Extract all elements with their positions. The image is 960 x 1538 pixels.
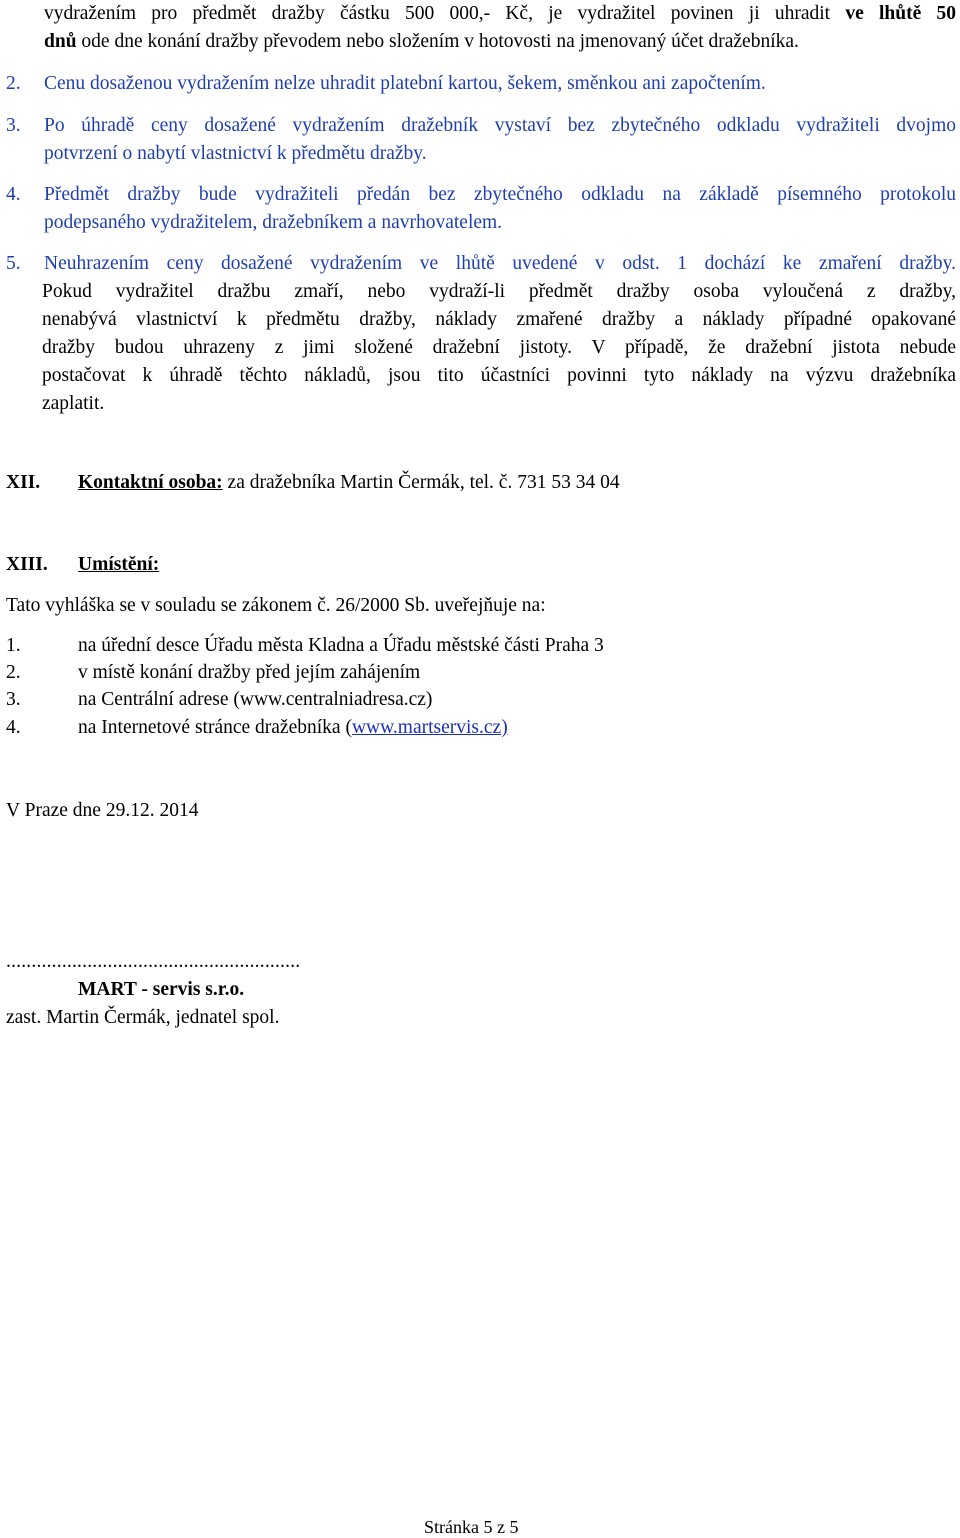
paragraph5-line5: zaplatit. — [42, 393, 105, 414]
section12-label: Kontaktní osoba: — [78, 472, 223, 493]
signature-line: .......................................................... — [6, 951, 301, 972]
item1-line1 — [44, 0, 956, 28]
paragraph5-line2: nenabývá vlastnictví k předmětu dražby, náklady zmařené dražby a náklady případné opakované — [42, 309, 956, 330]
publication-item-4 — [78, 714, 508, 742]
item3-number: 3. — [6, 115, 21, 136]
item1-deadline-bold: ve lhůtě 50 — [845, 3, 956, 24]
publication-item-1-number: 1. — [6, 635, 21, 656]
item4-text-line1: Předmět dražby bude vydražiteli předán bez zbytečného odkladu na základě písemného protokolu — [44, 184, 956, 205]
publication-item-3-number: 3. — [6, 689, 21, 710]
paragraph5-line4: postačovat k úhradě těchto nákladů, jsou tito účastníci povinni tyto náklady na výzvu dražebníka — [42, 365, 956, 386]
publication-item-4-number: 4. — [6, 717, 21, 738]
publication-item-2-number: 2. — [6, 662, 21, 683]
publication-item-2-text: v místě konání dražby před jejím zahájením — [78, 662, 421, 683]
section13-label: Umístění: — [78, 554, 160, 575]
item3-text-line2: potvrzení o nabytí vlastnictví k předmětu dražby. — [44, 143, 427, 164]
item1-text-a: vydražením pro předmět dražby částku 500 000,- Kč, je vydražitel povinen ji uhradit — [44, 3, 846, 24]
page-number: Stránka 5 z 5 — [424, 1517, 519, 1537]
item2-text: Cenu dosaženou vydražením nelze uhradit platební kartou, šekem, směnkou ani započtením. — [44, 73, 766, 94]
paragraph5-line1: Pokud vydražitel dražbu zmaří, nebo vydraží-li předmět dražby osoba vyloučená z dražby, — [42, 281, 956, 302]
item5-number: 5. — [6, 253, 21, 274]
item1-days-bold: dnů — [44, 31, 77, 52]
martservis-link[interactable]: www.martservis.cz) — [351, 717, 508, 738]
document-date: V Praze dne 29.12. 2014 — [6, 800, 199, 821]
section12-contact — [78, 469, 620, 497]
item1-line2 — [44, 28, 799, 56]
section12-number: XII. — [6, 472, 41, 493]
item2-number: 2. — [6, 73, 21, 94]
publication-item-3-text: na Centrální adrese (www.centralniadresa.cz) — [78, 689, 433, 710]
item4-number: 4. — [6, 184, 21, 205]
paragraph5-line3: dražby budou uhrazeny z jimi složené dražební jistoty. V případě, že dražební jistota nebude — [42, 337, 956, 358]
publication-item-1-text: na úřední desce Úřadu města Kladna a Úřadu městské části Praha 3 — [78, 635, 604, 656]
item3-text-line1: Po úhradě ceny dosažené vydražením dražebník vystaví bez zbytečného odkladu vydražiteli dvojmo — [44, 115, 956, 136]
signature-representative: zast. Martin Čermák, jednatel spol. — [6, 1007, 280, 1028]
publication-item-4-text: na Internetové stránce dražebníka ( — [78, 717, 352, 738]
signature-company: MART - servis s.r.o. — [78, 979, 245, 1000]
item5-text-line1: Neuhrazením ceny dosažené vydražením ve lhůtě uvedené v odst. 1 dochází ke zmaření dražby. — [44, 253, 956, 274]
section13-number: XIII. — [6, 554, 48, 575]
section12-contact-text: za dražebníka Martin Čermák, tel. č. 731 53 34 04 — [222, 472, 620, 493]
item4-text-line2: podepsaného vydražitelem, dražebníkem a navrhovatelem. — [44, 212, 503, 233]
section13-intro: Tato vyhláška se v souladu se zákonem č. 26/2000 Sb. uveřejňuje na: — [6, 595, 546, 616]
section13-heading — [78, 551, 159, 579]
item1-text-b: ode dne konání dražby převodem nebo složením v hotovosti na jmenovaný účet dražebníka. — [76, 31, 799, 52]
